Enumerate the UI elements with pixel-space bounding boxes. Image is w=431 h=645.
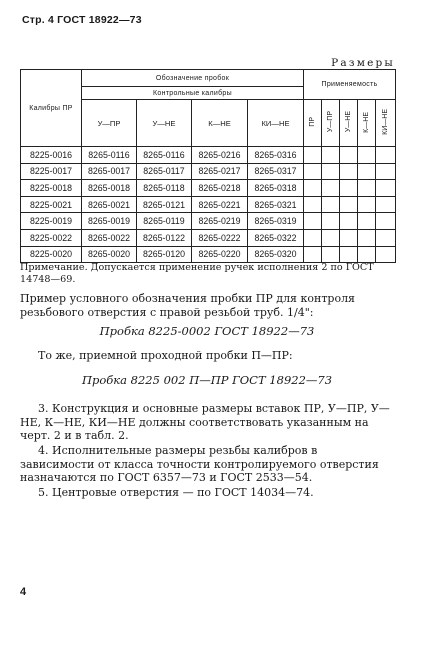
table-cell [340, 229, 358, 246]
table-cell: 8225-0016 [21, 147, 82, 164]
table-cell: 8265-0216 [192, 147, 248, 164]
table-cell [322, 163, 340, 180]
table-cell: 8225-0020 [21, 246, 82, 263]
table-cell: 8225-0022 [21, 229, 82, 246]
table-cell: 8265-0121 [137, 196, 192, 213]
table-cell [304, 246, 322, 263]
table-cell [358, 163, 376, 180]
sub-header-applic: К—НЕ [358, 100, 376, 147]
table-cell [358, 246, 376, 263]
col-header-applicability: Применяемость [304, 70, 396, 100]
table-cell: 8265-0116 [82, 147, 137, 164]
sub-header-applic: КИ—НЕ [376, 100, 396, 147]
table-cell: 8265-0320 [248, 246, 304, 263]
table-row [21, 229, 396, 246]
table-cell: 8265-0116 [137, 147, 192, 164]
table-cell [322, 229, 340, 246]
same-text: То же, приемной проходной пробки П—ПР: [38, 349, 293, 362]
example-title: Пример условного обозначения пробки ПР для контроля резьбового отверстия с правой резьбой труб. 1/4": [20, 292, 355, 319]
table-cell: 8265-0021 [82, 196, 137, 213]
col-header-control-calibers: Контрольные калибры [82, 87, 304, 100]
paragraph-item-3: 3. Конструкция и основные размеры вставок ПР, У—ПР, У—НЕ, К—НЕ, КИ—НЕ должны соответствовать указанным на черт. 2 и в табл. 2. [20, 402, 390, 442]
table-cell: 8265-0120 [137, 246, 192, 263]
table-cell [376, 229, 396, 246]
table-cell [358, 147, 376, 164]
table-cell: 8225-0021 [21, 196, 82, 213]
table-cell: 8265-0118 [137, 180, 192, 197]
table-row [21, 147, 396, 164]
example-designation-1: Пробка 8225-0002 ГОСТ 18922—73 [99, 324, 315, 338]
table-cell [376, 180, 396, 197]
table-cell [358, 213, 376, 230]
table-cell [304, 147, 322, 164]
table-cell [304, 163, 322, 180]
sub-header-applic: У—ПР [322, 100, 340, 147]
table-cell: 8265-0017 [82, 163, 137, 180]
table-cell: 8265-0018 [82, 180, 137, 197]
table-cell: 8265-0122 [137, 229, 192, 246]
sub-header-control: У—НЕ [137, 100, 192, 147]
page-number: 4 [20, 586, 27, 598]
table-cell [358, 196, 376, 213]
table-cell [322, 180, 340, 197]
table-cell [376, 246, 396, 263]
table-cell: 8265-0220 [192, 246, 248, 263]
table-cell: 8265-0117 [137, 163, 192, 180]
table-cell [376, 163, 396, 180]
table-cell [340, 180, 358, 197]
table-cell: 8265-0318 [248, 180, 304, 197]
table-cell: 8265-0319 [248, 213, 304, 230]
table-cell: 8265-0221 [192, 196, 248, 213]
table-cell [340, 163, 358, 180]
example-designation-2: Пробка 8225 002 П—ПР ГОСТ 18922—73 [81, 373, 333, 387]
paragraph-item-5: 5. Центровые отверстия — по ГОСТ 14034—74. [38, 486, 314, 499]
table-cell [304, 180, 322, 197]
table-cell: 8225-0018 [21, 180, 82, 197]
table-cell [340, 213, 358, 230]
table-note: Примечание. Допускается применение ручек исполнения 2 по ГОСТ 14748—69. [20, 262, 374, 285]
table-cell [358, 229, 376, 246]
table-row [21, 180, 396, 197]
table-cell: 8225-0019 [21, 213, 82, 230]
sub-header-control: У—ПР [82, 100, 137, 147]
col-header-designation: Обозначение пробок [82, 70, 304, 87]
table-row [21, 213, 396, 230]
table-cell [376, 196, 396, 213]
sub-header-control: КИ—НЕ [248, 100, 304, 147]
paragraph-item-4: 4. Исполнительные размеры резьбы калибров в зависимости от класса точности контролируемого отверстия назначаются по ГОСТ 6357—73 и ГОСТ 2533—54. [20, 444, 379, 484]
sub-header-control: К—НЕ [192, 100, 248, 147]
table-cell [322, 147, 340, 164]
page-header: Стр. 4 ГОСТ 18922—73 [22, 14, 142, 26]
table-cell [304, 229, 322, 246]
table-cell: 8265-0217 [192, 163, 248, 180]
table-cell: 8265-0322 [248, 229, 304, 246]
table-cell [304, 196, 322, 213]
table-cell [304, 213, 322, 230]
table-cell: 8265-0119 [137, 213, 192, 230]
table-cell: 8265-0317 [248, 163, 304, 180]
table-cell [340, 196, 358, 213]
table-cell: 8265-0019 [82, 213, 137, 230]
sub-header-applic: У—НЕ [340, 100, 358, 147]
table-cell: 8265-0219 [192, 213, 248, 230]
table-row [21, 163, 396, 180]
table-cell [322, 196, 340, 213]
table-cell [376, 147, 396, 164]
table-cell: 8265-0321 [248, 196, 304, 213]
table-cell: 8265-0022 [82, 229, 137, 246]
table-cell [358, 180, 376, 197]
table-cell [340, 147, 358, 164]
table-cell: 8225-0017 [21, 163, 82, 180]
col-header-calibers-pr: Калибры ПР [21, 70, 82, 147]
sizes-label: Размеры [331, 57, 395, 69]
table-cell [340, 246, 358, 263]
table-cell [322, 213, 340, 230]
table-cell: 8265-0316 [248, 147, 304, 164]
sub-header-applic: ПР [304, 100, 322, 147]
calibers-table [20, 69, 396, 263]
table-cell [376, 213, 396, 230]
table-cell: 8265-0020 [82, 246, 137, 263]
table-cell [322, 246, 340, 263]
table-row [21, 196, 396, 213]
table-cell: 8265-0222 [192, 229, 248, 246]
table-cell: 8265-0218 [192, 180, 248, 197]
table-row [21, 246, 396, 263]
